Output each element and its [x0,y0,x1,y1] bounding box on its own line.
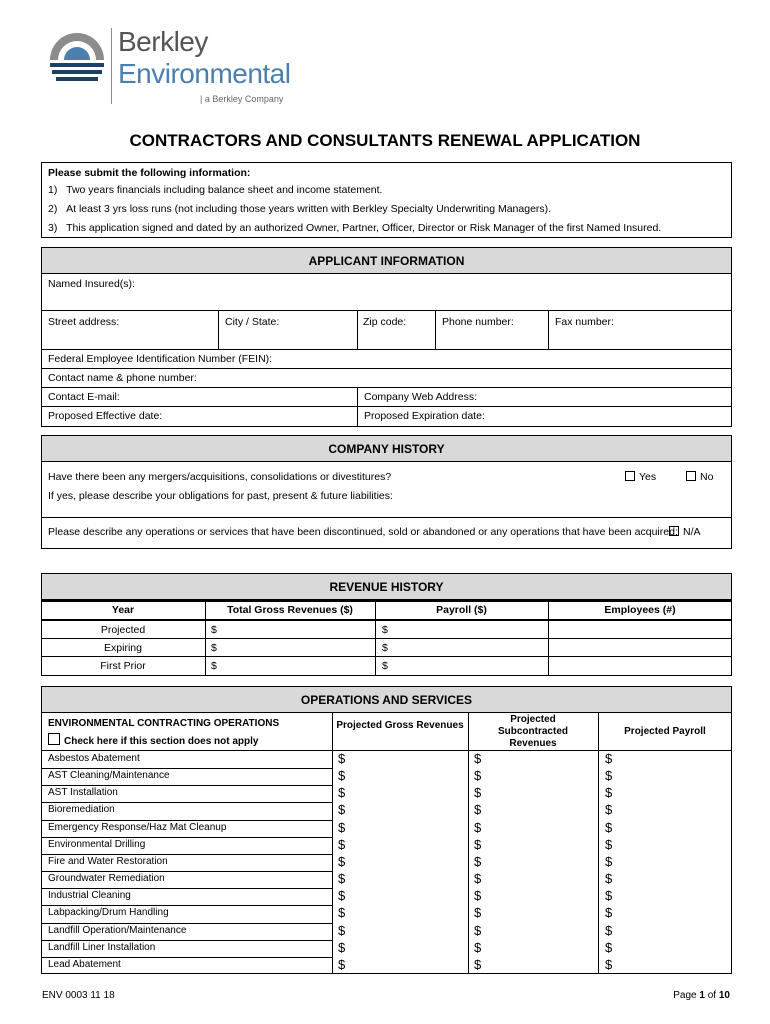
operation-sub-input[interactable]: $ [474,957,482,972]
fax-label[interactable]: Fax number: [555,316,614,328]
operation-item: Industrial Cleaning [48,890,131,901]
revenue-col-gross: Total Gross Revenues ($) [227,604,353,616]
operation-sub-input[interactable]: $ [474,940,482,955]
revenue-col-year: Year [111,604,135,616]
operation-gross-input[interactable]: $ [338,905,346,920]
discontinued-question: Please describe any operations or services that have been discontinued, sold or abandoned or any operations that have been acquired: [48,526,678,538]
operation-item: Emergency Response/Haz Mat Cleanup [48,822,227,833]
submit-item-1: 1) Two years financials including balance sheet and income statement. [48,184,383,196]
operation-payroll-input[interactable]: $ [605,837,613,852]
operation-gross-input[interactable]: $ [338,751,346,766]
operation-payroll-input[interactable]: $ [605,871,613,886]
operation-item: Bioremediation [48,804,115,815]
applicant-header: APPLICANT INFORMATION [41,247,732,274]
zip-label[interactable]: Zip code: [363,316,407,328]
col-projected-gross: Projected Gross Revenues [336,720,464,731]
operation-payroll-input[interactable]: $ [605,820,613,835]
email-label[interactable]: Contact E-mail: [48,391,120,403]
not-apply-checkbox[interactable]: Check here if this section does not apply [48,733,259,747]
operation-sub-input[interactable]: $ [474,802,482,817]
operation-gross-input[interactable]: $ [338,871,346,886]
operation-item: Asbestos Abatement [48,753,140,764]
page-number: Page 1 of 10 [673,990,730,1001]
operation-gross-input[interactable]: $ [338,940,346,955]
no-checkbox[interactable]: No [686,471,713,483]
logo [48,28,308,108]
operation-payroll-input[interactable]: $ [605,785,613,800]
named-insured-label[interactable]: Named Insured(s): [48,278,135,290]
submit-item-2: 2) At least 3 yrs loss runs (not including those years written with Berkley Specialty Underwriting Managers). [48,203,552,215]
operation-payroll-input[interactable]: $ [605,957,613,972]
operations-section-title: ENVIRONMENTAL CONTRACTING OPERATIONS [48,718,280,729]
operation-gross-input[interactable]: $ [338,837,346,852]
operation-payroll-input[interactable]: $ [605,751,613,766]
revenue-row-expiring: Expiring [104,642,142,654]
revenue-gross-first-prior[interactable]: $ [211,660,217,672]
operation-item: Landfill Operation/Maintenance [48,925,187,936]
operation-payroll-input[interactable]: $ [605,802,613,817]
operation-sub-input[interactable]: $ [474,871,482,886]
fein-label[interactable]: Federal Employee Identification Number (FEIN): [48,353,273,365]
operation-payroll-input[interactable]: $ [605,923,613,938]
col-projected-sub: Projected Subcontracted Revenues [497,714,568,749]
revenue-header: REVENUE HISTORY [41,573,732,600]
operation-item: AST Installation [48,787,118,798]
operation-sub-input[interactable]: $ [474,785,482,800]
revenue-payroll-projected[interactable]: $ [382,624,388,636]
operations-header: OPERATIONS AND SERVICES [41,686,732,713]
revenue-col-payroll: Payroll ($) [436,604,487,616]
web-label[interactable]: Company Web Address: [364,391,478,403]
expiration-date-label[interactable]: Proposed Expiration date: [364,410,485,422]
operation-payroll-input[interactable]: $ [605,888,613,903]
operation-item: Labpacking/Drum Handling [48,907,169,918]
revenue-col-employees: Employees (#) [604,604,676,616]
operation-item: AST Cleaning/Maintenance [48,770,170,781]
operation-gross-input[interactable]: $ [338,820,346,835]
city-label[interactable]: City / State: [225,316,280,328]
page-title: CONTRACTORS AND CONSULTANTS RENEWAL APPLICATION [129,131,641,150]
operation-gross-input[interactable]: $ [338,957,346,972]
history-header: COMPANY HISTORY [41,435,732,462]
operation-sub-input[interactable]: $ [474,888,482,903]
operation-item: Landfill Liner Installation [48,942,156,953]
logo-line2: Environmental [118,58,291,89]
logo-tagline: | a Berkley Company [200,94,284,104]
operation-gross-input[interactable]: $ [338,785,346,800]
revenue-row-first-prior: First Prior [100,660,146,672]
logo-mark-icon [48,30,106,88]
col-projected-payroll: Projected Payroll [624,726,706,737]
operation-sub-input[interactable]: $ [474,768,482,783]
operation-item: Fire and Water Restoration [48,856,168,867]
operation-gross-input[interactable]: $ [338,768,346,783]
revenue-gross-projected[interactable]: $ [211,624,217,636]
form-number: ENV 0003 11 18 [42,990,115,1001]
operation-gross-input[interactable]: $ [338,854,346,869]
operation-sub-input[interactable]: $ [474,837,482,852]
operation-payroll-input[interactable]: $ [605,768,613,783]
operation-item: Groundwater Remediation [48,873,165,884]
na-checkbox[interactable]: N/A [669,526,701,538]
mergers-question: Have there been any mergers/acquisitions, consolidations or divestitures? [48,471,392,483]
operation-payroll-input[interactable]: $ [605,905,613,920]
operation-item: Lead Abatement [48,959,121,970]
operation-gross-input[interactable]: $ [338,802,346,817]
operation-item: Environmental Drilling [48,839,146,850]
street-label[interactable]: Street address: [48,316,120,328]
submit-item-3: 3) This application signed and dated by an authorized Owner, Partner, Officer, Director or Risk Manager of the first Named Insured. [48,222,662,234]
operation-gross-input[interactable]: $ [338,888,346,903]
logo-line1: Berkley [118,26,208,57]
phone-label[interactable]: Phone number: [442,316,514,328]
revenue-row-projected: Projected [100,624,146,636]
revenue-payroll-expiring[interactable]: $ [382,642,388,654]
operation-sub-input[interactable]: $ [474,751,482,766]
operation-payroll-input[interactable]: $ [605,940,613,955]
operation-sub-input[interactable]: $ [474,854,482,869]
operation-payroll-input[interactable]: $ [605,854,613,869]
revenue-payroll-first-prior[interactable]: $ [382,660,388,672]
operation-gross-input[interactable]: $ [338,923,346,938]
contact-label[interactable]: Contact name & phone number: [48,372,197,384]
revenue-gross-expiring[interactable]: $ [211,642,217,654]
obligations-question[interactable]: If yes, please describe your obligations for past, present & future liabilities: [48,490,393,502]
applicant-section [41,273,732,427]
operation-sub-input[interactable]: $ [474,820,482,835]
effective-date-label[interactable]: Proposed Effective date: [48,410,163,422]
operation-sub-input[interactable]: $ [474,923,482,938]
operation-sub-input[interactable]: $ [474,905,482,920]
submit-heading: Please submit the following information: [48,167,251,179]
yes-checkbox[interactable]: Yes [625,471,656,483]
